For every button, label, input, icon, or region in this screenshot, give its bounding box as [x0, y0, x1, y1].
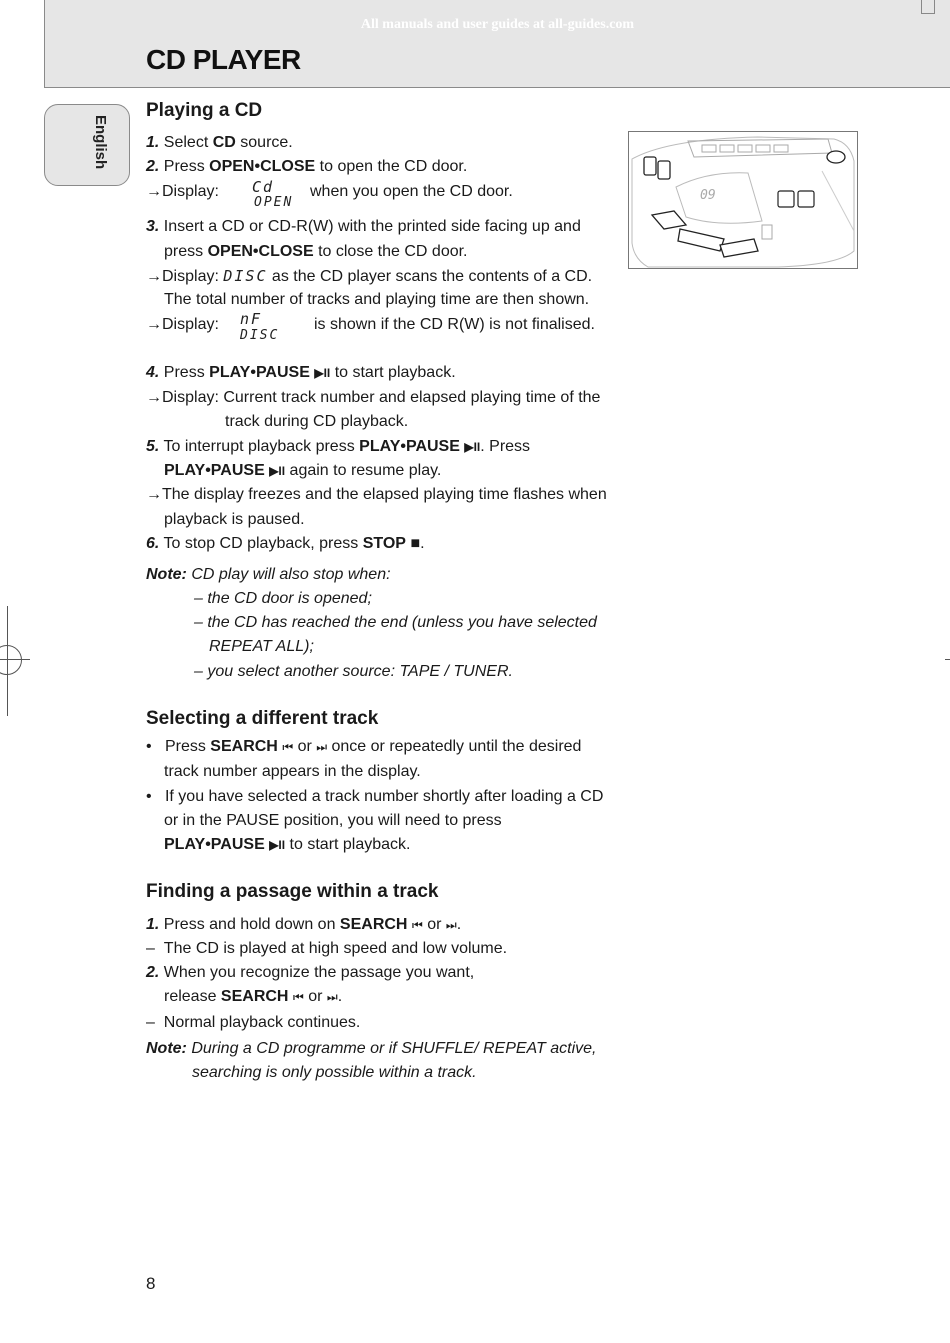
text: or [422, 916, 446, 933]
note-search [146, 1039, 597, 1059]
display-nf-text: is shown if the CD R(W) is not finalised. [314, 316, 595, 333]
text: To interrupt playback press [163, 438, 360, 455]
display-current-track [146, 388, 600, 408]
text: Press [163, 158, 210, 175]
step-number: 5. [146, 438, 160, 455]
text: or [293, 738, 317, 755]
step-release-search-cont [164, 987, 342, 1007]
text: or [303, 988, 327, 1005]
key-play-pause: PLAY•PAUSE [359, 438, 460, 455]
text: press [164, 243, 208, 260]
arrow-icon: → [146, 486, 162, 503]
step-number: 6. [146, 535, 160, 552]
text: Press [164, 738, 211, 755]
arrow-icon: → [146, 183, 162, 200]
step-number: 1. [146, 916, 160, 933]
key-play-pause: PLAY•PAUSE [209, 364, 310, 381]
display-nf-line [146, 315, 219, 335]
result-high-speed [146, 939, 507, 959]
step-number: 4. [146, 364, 160, 381]
text: once or repeatedly until the desired [327, 738, 582, 755]
play-pause-button [658, 161, 670, 179]
step-number: 2. [146, 158, 160, 175]
text: The CD is played at high speed and low volume. [163, 940, 508, 957]
note-item: – the CD door is opened; [194, 590, 372, 607]
text: Press and hold down on [163, 916, 340, 933]
arrow-icon: → [146, 389, 162, 406]
section-title-finding: Finding a passage within a track [146, 881, 439, 902]
step-select-source [146, 133, 293, 153]
display-open-line [146, 182, 219, 202]
key-open-close: OPEN•CLOSE [209, 158, 316, 175]
cd-player-illustration [628, 131, 858, 269]
text: CD play will also stop when: [191, 566, 391, 583]
step-interrupt [146, 437, 530, 457]
step-interrupt-cont [164, 461, 441, 481]
previous-icon: ⏮ [292, 990, 304, 1004]
mode-button [798, 191, 814, 207]
key-search: SEARCH [210, 738, 278, 755]
next-icon: ⏭ [326, 990, 338, 1004]
step-hold-search [146, 915, 461, 935]
text: Display: [162, 268, 224, 285]
page-number: 8 [146, 1274, 156, 1293]
stop-button [644, 157, 656, 175]
dash: – [146, 1014, 155, 1031]
text: To stop CD playback, press [163, 535, 363, 552]
language-tab-label: English [92, 115, 109, 170]
next-icon: ⏭ [316, 740, 328, 754]
key-search: SEARCH [220, 988, 289, 1005]
note-item: – the CD has reached the end (unless you have selected [194, 614, 597, 631]
language-tab [44, 104, 130, 186]
text: release [164, 988, 221, 1005]
chapter-title: CD PLAYER [146, 44, 301, 75]
next-icon: ⏭ [445, 918, 457, 932]
note-search-cont: searching is only possible within a track. [192, 1064, 477, 1081]
previous-icon: ⏮ [282, 740, 294, 754]
open-close-button [827, 151, 845, 163]
lcd-cd: Cd [252, 178, 275, 196]
bullet: • [146, 788, 152, 805]
lcd-open: OPEN [254, 195, 294, 210]
step-insert-cd [146, 217, 581, 237]
step-number: 3. [146, 218, 160, 235]
step-number: 1. [146, 134, 160, 151]
key-open-close: OPEN•CLOSE [207, 243, 314, 260]
play-pause-icon: ▶II [269, 464, 286, 478]
note-label: Note: [146, 1040, 187, 1057]
bullet-pause [146, 787, 603, 807]
text: to open the CD door. [315, 158, 468, 175]
text: Insert a CD or CD-R(W) with the printed side facing up and [163, 218, 581, 235]
lcd-disc-small: DISC [240, 328, 280, 343]
display-current-track-cont: track during CD playback. [225, 413, 409, 430]
key-play-pause: PLAY•PAUSE [164, 462, 265, 479]
key-play-pause: PLAY•PAUSE [164, 836, 265, 853]
step-insert-cd-cont [164, 242, 468, 262]
text: Normal playback continues. [163, 1014, 361, 1031]
registration-mark-tick [945, 659, 950, 660]
text: source. [235, 134, 293, 151]
text: . [456, 916, 462, 933]
text: . [420, 535, 425, 552]
lcd-disc: DISC [223, 267, 268, 285]
corner-crop-mark [921, 0, 935, 14]
display-freezes-cont: playback is paused. [164, 511, 305, 528]
step-stop [146, 534, 425, 554]
text: as the CD player scans the contents of a CD. [267, 268, 593, 285]
text: During a CD programme or if SHUFFLE/ REPEAT active, [191, 1040, 597, 1057]
step-open-door [146, 157, 467, 177]
text: again to resume play. [285, 462, 442, 479]
note-item: – you select another source: TAPE / TUNER. [194, 663, 513, 680]
text: to close the CD door. [313, 243, 468, 260]
key-stop: STOP [362, 535, 406, 552]
watermark: All manuals and user guides at all-guides.com [360, 17, 635, 32]
dash: – [146, 940, 155, 957]
lcd-nf: nF [240, 310, 263, 328]
registration-mark-circle [0, 645, 22, 675]
text: to start playback. [330, 364, 456, 381]
note-stop [146, 565, 391, 585]
key-cd: CD [212, 134, 236, 151]
key-search: SEARCH [339, 916, 408, 933]
bullet-search-cont: track number appears in the display. [164, 763, 421, 780]
display-freezes [146, 485, 607, 505]
step-number: 2. [146, 964, 160, 981]
text: Display: [162, 183, 219, 200]
arrow-icon: → [146, 268, 162, 285]
text: If you have selected a track number shortly after loading a CD [164, 788, 604, 805]
step-start-playback [146, 363, 456, 383]
text: Press [163, 364, 210, 381]
arrow-icon: → [146, 316, 162, 333]
total-tracks-text: The total number of tracks and playing time are then shown. [164, 291, 590, 308]
display-disc-line [146, 266, 592, 287]
section-title-selecting: Selecting a different track [146, 708, 379, 729]
note-label: Note: [146, 566, 187, 583]
text: The display freezes and the elapsed playing time flashes when [162, 486, 607, 503]
bullet-search [146, 737, 581, 757]
text: to start playback. [285, 836, 411, 853]
text: Select [163, 134, 213, 151]
play-pause-icon: ▶II [314, 366, 331, 380]
previous-icon: ⏮ [411, 918, 423, 932]
text: . [337, 988, 343, 1005]
text: Display: Current track number and elapsed playing time of the [162, 389, 601, 406]
text: Display: [162, 316, 219, 333]
bullet-pause-cont: or in the PAUSE position, you will need to press [164, 812, 502, 829]
step-release-search [146, 963, 474, 983]
section-title-playing: Playing a CD [146, 100, 263, 121]
text: When you recognize the passage you want, [163, 964, 475, 981]
mode-button [778, 191, 794, 207]
result-normal-playback [146, 1013, 360, 1033]
display-digits: 09 [700, 188, 716, 203]
bullet: • [146, 738, 152, 755]
bullet-pause-cont [164, 835, 411, 855]
play-pause-icon: ▶II [269, 838, 286, 852]
text: . Press [480, 438, 531, 455]
display-open-text: when you open the CD door. [310, 183, 513, 200]
play-pause-icon: ▶II [464, 440, 481, 454]
note-item-cont: REPEAT ALL); [209, 638, 314, 655]
stop-icon: ■ [410, 535, 421, 552]
